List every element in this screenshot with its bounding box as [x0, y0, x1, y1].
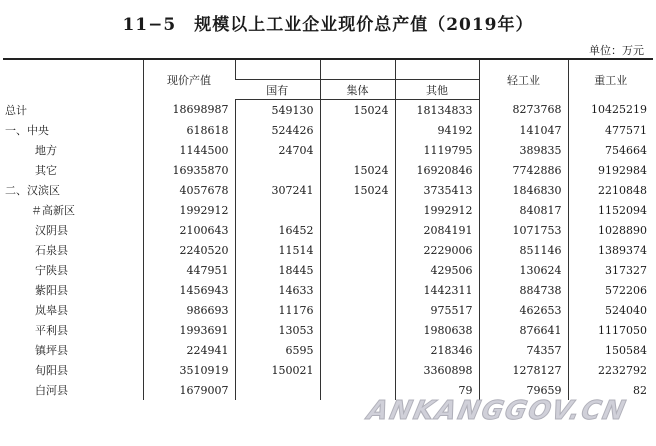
- cell-other: 3360898: [395, 360, 479, 380]
- cell-total: 2240520: [143, 240, 235, 260]
- cell-state: 549130: [235, 100, 320, 121]
- cell-light: 884738: [479, 280, 568, 300]
- header-region: [3, 59, 143, 100]
- cell-total: 447951: [143, 260, 235, 280]
- cell-total: 4057678: [143, 180, 235, 200]
- cell-total: 618618: [143, 120, 235, 140]
- header-other: 其他: [395, 80, 479, 100]
- cell-other: 218346: [395, 340, 479, 360]
- row-label: 镇坪县: [35, 344, 68, 357]
- cell-other: 975517: [395, 300, 479, 320]
- cell-total: 1993691: [143, 320, 235, 340]
- cell-collective: 15024: [320, 160, 395, 180]
- cell-state: 307241: [235, 180, 320, 200]
- header-collective: 集体: [320, 80, 395, 100]
- row-label: 旬阳县: [35, 364, 68, 377]
- row-label: 二、汉滨区: [5, 184, 60, 197]
- cell-heavy: 2232792: [568, 360, 653, 380]
- cell-light: 1846830: [479, 180, 568, 200]
- cell-collective: [320, 320, 395, 340]
- cell-light: 1071753: [479, 220, 568, 240]
- page-title: 11−5 规模以上工业企业现价总产值（2019年）: [122, 15, 534, 35]
- cell-state: 13053: [235, 320, 320, 340]
- cell-other: 16920846: [395, 160, 479, 180]
- row-label: 紫阳县: [35, 284, 68, 297]
- header-collective-top: [320, 59, 395, 80]
- cell-state: [235, 160, 320, 180]
- table-row: [3, 100, 653, 121]
- cell-collective: [320, 340, 395, 360]
- cell-other: 1980638: [395, 320, 479, 340]
- table-row: [3, 340, 653, 360]
- cell-collective: [320, 280, 395, 300]
- cell-heavy: 2210848: [568, 180, 653, 200]
- cell-light: 141047: [479, 120, 568, 140]
- cell-collective: [320, 260, 395, 280]
- cell-collective: 15024: [320, 180, 395, 200]
- cell-light: 130624: [479, 260, 568, 280]
- cell-heavy: 1117050: [568, 320, 653, 340]
- cell-state: 14633: [235, 280, 320, 300]
- cell-heavy: 1028890: [568, 220, 653, 240]
- cell-heavy: 9192984: [568, 160, 653, 180]
- table-row: [3, 260, 653, 280]
- cell-state: 11514: [235, 240, 320, 260]
- cell-state: 6595: [235, 340, 320, 360]
- cell-total: 2100643: [143, 220, 235, 240]
- cell-other: 1992912: [395, 200, 479, 220]
- cell-light: 840817: [479, 200, 568, 220]
- cell-state: 18445: [235, 260, 320, 280]
- header-heavy: 重工业: [568, 59, 653, 100]
- cell-light: 8273768: [479, 100, 568, 121]
- cell-collective: [320, 240, 395, 260]
- row-label: 一、中央: [5, 124, 49, 137]
- cell-state: 24704: [235, 140, 320, 160]
- cell-light: 389835: [479, 140, 568, 160]
- cell-light: 851146: [479, 240, 568, 260]
- cell-heavy: 317327: [568, 260, 653, 280]
- cell-heavy: 1389374: [568, 240, 653, 260]
- table-row: [3, 180, 653, 200]
- cell-total: 18698987: [143, 100, 235, 121]
- cell-other: 429506: [395, 260, 479, 280]
- cell-state: [235, 200, 320, 220]
- header-state-top: [235, 59, 320, 80]
- cell-collective: [320, 200, 395, 220]
- cell-light: 79659: [479, 380, 568, 400]
- row-label: 汉阴县: [35, 224, 68, 237]
- cell-collective: [320, 300, 395, 320]
- cell-state: 150021: [235, 360, 320, 380]
- cell-collective: [320, 220, 395, 240]
- cell-heavy: 754664: [568, 140, 653, 160]
- cell-total: 3510919: [143, 360, 235, 380]
- cell-other: 18134833: [395, 100, 479, 121]
- cell-other: 2229006: [395, 240, 479, 260]
- row-label: 总计: [5, 103, 27, 117]
- cell-state: 16452: [235, 220, 320, 240]
- cell-other: 94192: [395, 120, 479, 140]
- cell-total: 1679007: [143, 380, 235, 400]
- output-value-table: [3, 58, 653, 400]
- cell-light: 1278127: [479, 360, 568, 380]
- cell-total: 1992912: [143, 200, 235, 220]
- cell-light: 462653: [479, 300, 568, 320]
- cell-other: 79: [395, 380, 479, 400]
- cell-total: 986693: [143, 300, 235, 320]
- cell-light: 876641: [479, 320, 568, 340]
- row-label: 宁陕县: [35, 264, 68, 277]
- cell-heavy: 477571: [568, 120, 653, 140]
- cell-other: 3735413: [395, 180, 479, 200]
- row-label: 其它: [35, 164, 57, 177]
- header-total: 现价产值: [143, 59, 235, 100]
- cell-total: 224941: [143, 340, 235, 360]
- cell-collective: [320, 360, 395, 380]
- cell-collective: [320, 140, 395, 160]
- cell-light: 74357: [479, 340, 568, 360]
- header-light: 轻工业: [479, 59, 568, 100]
- table-row: [3, 360, 653, 380]
- cell-other: 1442311: [395, 280, 479, 300]
- header-other-top: [395, 59, 479, 80]
- row-label: 地方: [35, 144, 57, 157]
- row-label: ＃高新区: [31, 204, 75, 217]
- cell-heavy: 572206: [568, 280, 653, 300]
- row-label: 白河县: [35, 384, 68, 397]
- table-row: [3, 300, 653, 320]
- cell-heavy: 150584: [568, 340, 653, 360]
- table-row: [3, 240, 653, 260]
- watermark-logo: ANKANGGOV.CN: [364, 396, 630, 426]
- cell-total: 1144500: [143, 140, 235, 160]
- table-row: [3, 160, 653, 180]
- cell-state: 524426: [235, 120, 320, 140]
- cell-collective: [320, 120, 395, 140]
- row-label: 岚皋县: [35, 304, 68, 317]
- cell-other: 1119795: [395, 140, 479, 160]
- cell-heavy: 10425219: [568, 100, 653, 121]
- row-label: 平利县: [35, 324, 68, 337]
- cell-other: 2084191: [395, 220, 479, 240]
- row-label: 石泉县: [35, 244, 68, 257]
- cell-light: 7742886: [479, 160, 568, 180]
- cell-heavy: 524040: [568, 300, 653, 320]
- cell-state: [235, 380, 320, 400]
- table-row: [3, 220, 653, 240]
- cell-state: 11176: [235, 300, 320, 320]
- header-state: 国有: [235, 80, 320, 100]
- cell-total: 16935870: [143, 160, 235, 180]
- table-row: [3, 320, 653, 340]
- cell-heavy: 82: [568, 380, 653, 400]
- table-row: [3, 200, 653, 220]
- table-row: [3, 280, 653, 300]
- cell-heavy: 1152094: [568, 200, 653, 220]
- cell-total: 1456943: [143, 280, 235, 300]
- table-row: [3, 120, 653, 140]
- table-body: [3, 100, 653, 401]
- table-row: [3, 140, 653, 160]
- cell-collective: 15024: [320, 100, 395, 121]
- unit-label: 单位：万元: [589, 44, 644, 57]
